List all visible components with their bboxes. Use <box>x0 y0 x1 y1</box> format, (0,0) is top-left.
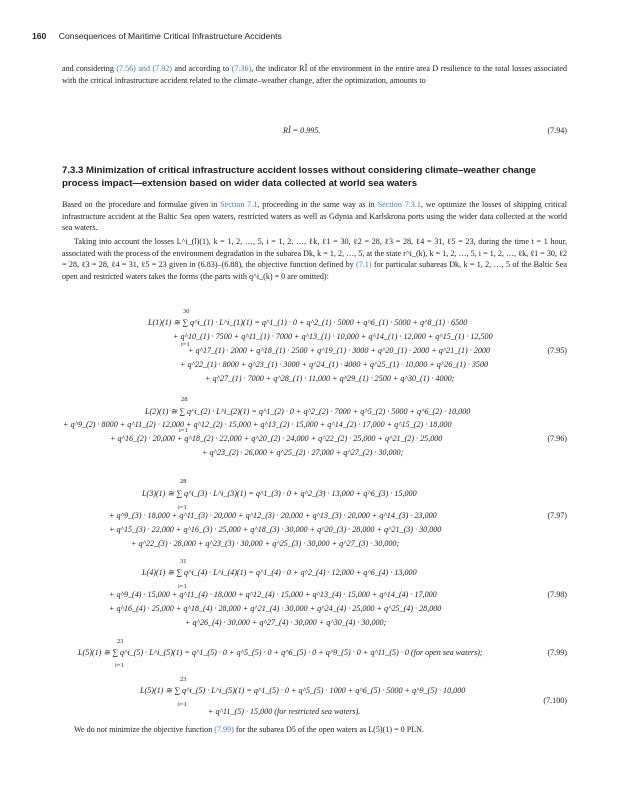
intro-paragraph <box>62 63 567 86</box>
para1-text-1: Based on the procedure and formulae given in <box>62 200 221 209</box>
sum-upper-7-96: 28 <box>181 396 188 403</box>
para1-text-3: , we optimize the losses of shipping critical infrastructure accident at the Baltic Sea open waters, restricted waters as well as Gdynia and Karlskrona ports using the wider data collected at the world sea waters. <box>62 200 568 233</box>
sum-lower-7-95: i=1 <box>181 341 190 348</box>
equation-number-7-95: (7.95) <box>547 346 567 355</box>
para2-text-1: Taking into account the losses L^i_(l)(1), k = 1, 2, …, 5, i = 1, 2, …, ℓk, ℓ1 = 30, ℓ2 = 28, ℓ3 = 28, ℓ4 = 31, ℓ5 = 23, during the time t = 1 hour, associated with the process of the environment degradation in the subarea Dk, k = 1, 2, …, 5, at the state r^i_(k), k = 1, 2, …, 5, i = 1, 2, …, ℓk, ℓ1 = 30, ℓ2 = 28, ℓ3 = 28, ℓ4 = 31, ℓ5 = 23 given in (6.83)–(6.88), the objective function defined by <box>62 237 567 270</box>
eq-7-97-line-1: L(3)(1) ≅ ∑ q^i_(3) · L^i_(3)(1) = q^1_(3) · 0 + q^2_(3) · 13,000 + q^6_(3) · 15,000 <box>142 489 417 498</box>
eq-7-95-line-2: + q^10_(1) · 7500 + q^11_(1) · 7000 + q^13_(1) · 10,000 + q^14_(1) · 12,000 + q^15_(1) · 12,500 <box>173 332 493 341</box>
closing-paragraph <box>62 724 567 736</box>
eq-7-99-line-1: L(5)(1) ≅ ∑ q^i_(5) · L^i_(5)(1) = q^1_(5) · 0 + q^5_(5) · 0 + q^6_(5) · 0 + q^9_(5) · 0 + q^11_(5) · 0 (for open sea waters); <box>78 648 483 657</box>
equation-number-7-98: (7.98) <box>547 590 567 599</box>
equation-number-7-99: (7.99) <box>547 648 567 657</box>
eq-7-98-line-2: + q^9_(4) · 15,000 + q^11_(4) · 18,000 + q^12_(4) · 15,000 + q^13_(4) · 15,000 + q^14_(4) · 17,000 <box>109 590 437 599</box>
eq-7-96-line-1: L(2)(1) ≅ ∑ q^i_(2) · L^i_(2)(1) = q^1_(2) · 0 + q^2_(2) · 7000 + q^5_(2) · 5000 + q^6_(2) · 10,000 <box>145 407 471 416</box>
eq-7-95-line-4: + q^22_(1) · 8000 + q^23_(1) · 3000 + q^24_(1) · 4000 + q^25_(1) · 10,000 + q^26_(1) · 3500 <box>180 360 489 369</box>
sum-lower-7-97: i=1 <box>178 504 187 511</box>
para1-text-2: , proceeding in the same way as in <box>257 200 378 209</box>
equation-number-7-96: (7.96) <box>547 434 567 443</box>
eq-7-97-line-3: + q^15_(3) · 22,000 + q^16_(3) · 25,000 + q^18_(3) · 30,000 + q^20_(3) · 28,000 + q^21_(3) · 30,000 <box>109 525 442 534</box>
ref-section-7-1[interactable]: Section 7.1 <box>220 200 258 209</box>
sum-lower-7-96: i=1 <box>179 427 188 434</box>
intro-text-3: , the indicator RÎ of the environment in the entire area D resilience to the total losses associated with the critical infrastructure accident related to the climate–weather change, after the optimization, amounts to <box>62 64 568 85</box>
eq-7-97-line-2: + q^9_(3) · 18,000 + q^11_(3) · 20,000 + q^12_(3) · 20,000 + q^13_(3) · 20,000 + q^14_(3) · 23,000 <box>109 511 437 520</box>
eq-7-98-line-4: + q^26_(4) · 30,000 + q^27_(4) · 30,000 + q^30_(4) · 30,000; <box>185 618 387 627</box>
eq-7-95-line-3: + q^17_(1) · 2000 + q^18_(1) · 2500 + q^19_(1) · 3000 + q^20_(1) · 2000 + q^21_(1) · 2000 <box>188 346 491 355</box>
para2-text-2: for particular subareas Dk, k = 1, 2, …, 5 of the Baltic Sea open and restricted waters takes the forms (the parts with q^i_(k) = 0 are omitted): <box>62 260 567 281</box>
paragraph-2 <box>62 236 567 282</box>
sum-upper-7-97: 28 <box>180 478 187 485</box>
paragraph-1 <box>62 199 567 234</box>
eq-7-95-line-5: + q^27_(1) · 7000 + q^28_(1) · 11,000 + q^29_(1) · 2500 + q^30_(1) · 4000; <box>205 374 455 383</box>
eq-7-96-line-3: + q^16_(2) · 20,000 + q^18_(2) · 22,000 + q^20_(2) · 24,000 + q^22_(2) · 25,000 + q^21_(2) · 25,000 <box>110 434 443 443</box>
intro-text-2: and according to <box>172 64 232 73</box>
running-title: Consequences of Maritime Critical Infrastructure Accidents <box>58 31 282 41</box>
eq-7-98-line-3: + q^16_(4) · 25,000 + q^18_(4) · 28,000 + q^21_(4) · 30,000 + q^24_(4) · 25,000 + q^25_(4) · 28,000 <box>109 604 442 613</box>
eq-7-96-line-4: + q^23_(2) · 26,000 + q^25_(2) · 27,000 + q^27_(2) · 30,000; <box>202 448 404 457</box>
sum-upper-7-95: 30 <box>183 308 190 315</box>
eq-7-100-line-2: + q^11_(5) · 15,000 (for restricted sea waters). <box>208 707 361 716</box>
equation-number-7-94: (7.94) <box>547 126 567 135</box>
sum-lower-7-100: i=1 <box>178 701 187 708</box>
ref-section-7-3-1[interactable]: Section 7.3.1 <box>377 200 421 209</box>
intro-text-1: and considering <box>62 64 117 73</box>
sum-upper-7-100: 23 <box>180 676 187 683</box>
ref-7-1[interactable]: (7.1) <box>356 260 372 270</box>
eq-7-98-line-1: L(4)(1) ≅ ∑ q^i_(4) · L^i_(4)(1) = q^1_(4) · 0 + q^2_(4) · 12,000 + q^6_(4) · 13,000 <box>142 568 417 577</box>
equation-number-7-97: (7.97) <box>547 511 567 520</box>
eq-7-100-line-1: L(5)(1) ≅ ∑ q^i_(5) · L^i_(5)(1) = q^1_(5) · 0 + q^5_(5) · 1000 + q^6_(5) · 5000 + q^9_(5) · 10,000 <box>140 686 466 695</box>
running-header <box>32 31 282 41</box>
sum-upper-7-98: 31 <box>180 558 187 565</box>
eq-7-96-line-2: + q^9_(2) · 8000 + q^11_(2) · 12,000 + q^12_(2) · 15,000 + q^13_(2) · 15,000 + q^14_(2) · 17,000 + q^15_(2) · 18,000 <box>63 420 452 429</box>
eq-7-95-line-1: L(1)(1) ≅ ∑ q^i_(1) · L^i_(1)(1) = q^1_(1) · 0 + q^2_(1) · 5000 + q^6_(1) · 5000 + q^8_(1) · 6500 <box>148 318 468 327</box>
equation-7-94: RÎ = 0.995. <box>283 126 321 135</box>
sum-lower-7-98: i=1 <box>178 583 187 590</box>
closing-text-2: for the subarea D5 of the open waters as L(5)(1) = 0 PLN. <box>233 725 425 734</box>
eq-7-97-line-4: + q^22_(3) · 28,000 + q^23_(3) · 30,000 + q^25_(3) · 30,000 + q^27_(3) · 30,000; <box>131 539 400 548</box>
closing-text-1: We do not minimize the objective function <box>74 725 215 734</box>
ref-7-56-7-92[interactable]: (7.56) and (7.92) <box>116 64 172 73</box>
sum-upper-7-99: 23 <box>117 638 124 645</box>
ref-7-36[interactable]: (7.36) <box>231 64 252 73</box>
sum-lower-7-99: i=1 <box>115 662 124 669</box>
section-title: 7.3.3 Minimization of critical infrastructure accident losses without considering climate–weather change process impact—extension based on wider data collected at world sea waters <box>62 165 536 189</box>
page-number: 160 <box>32 31 47 41</box>
equation-number-7-100: (7.100) <box>543 696 567 705</box>
ref-7-99[interactable]: (7.99) <box>214 725 234 734</box>
